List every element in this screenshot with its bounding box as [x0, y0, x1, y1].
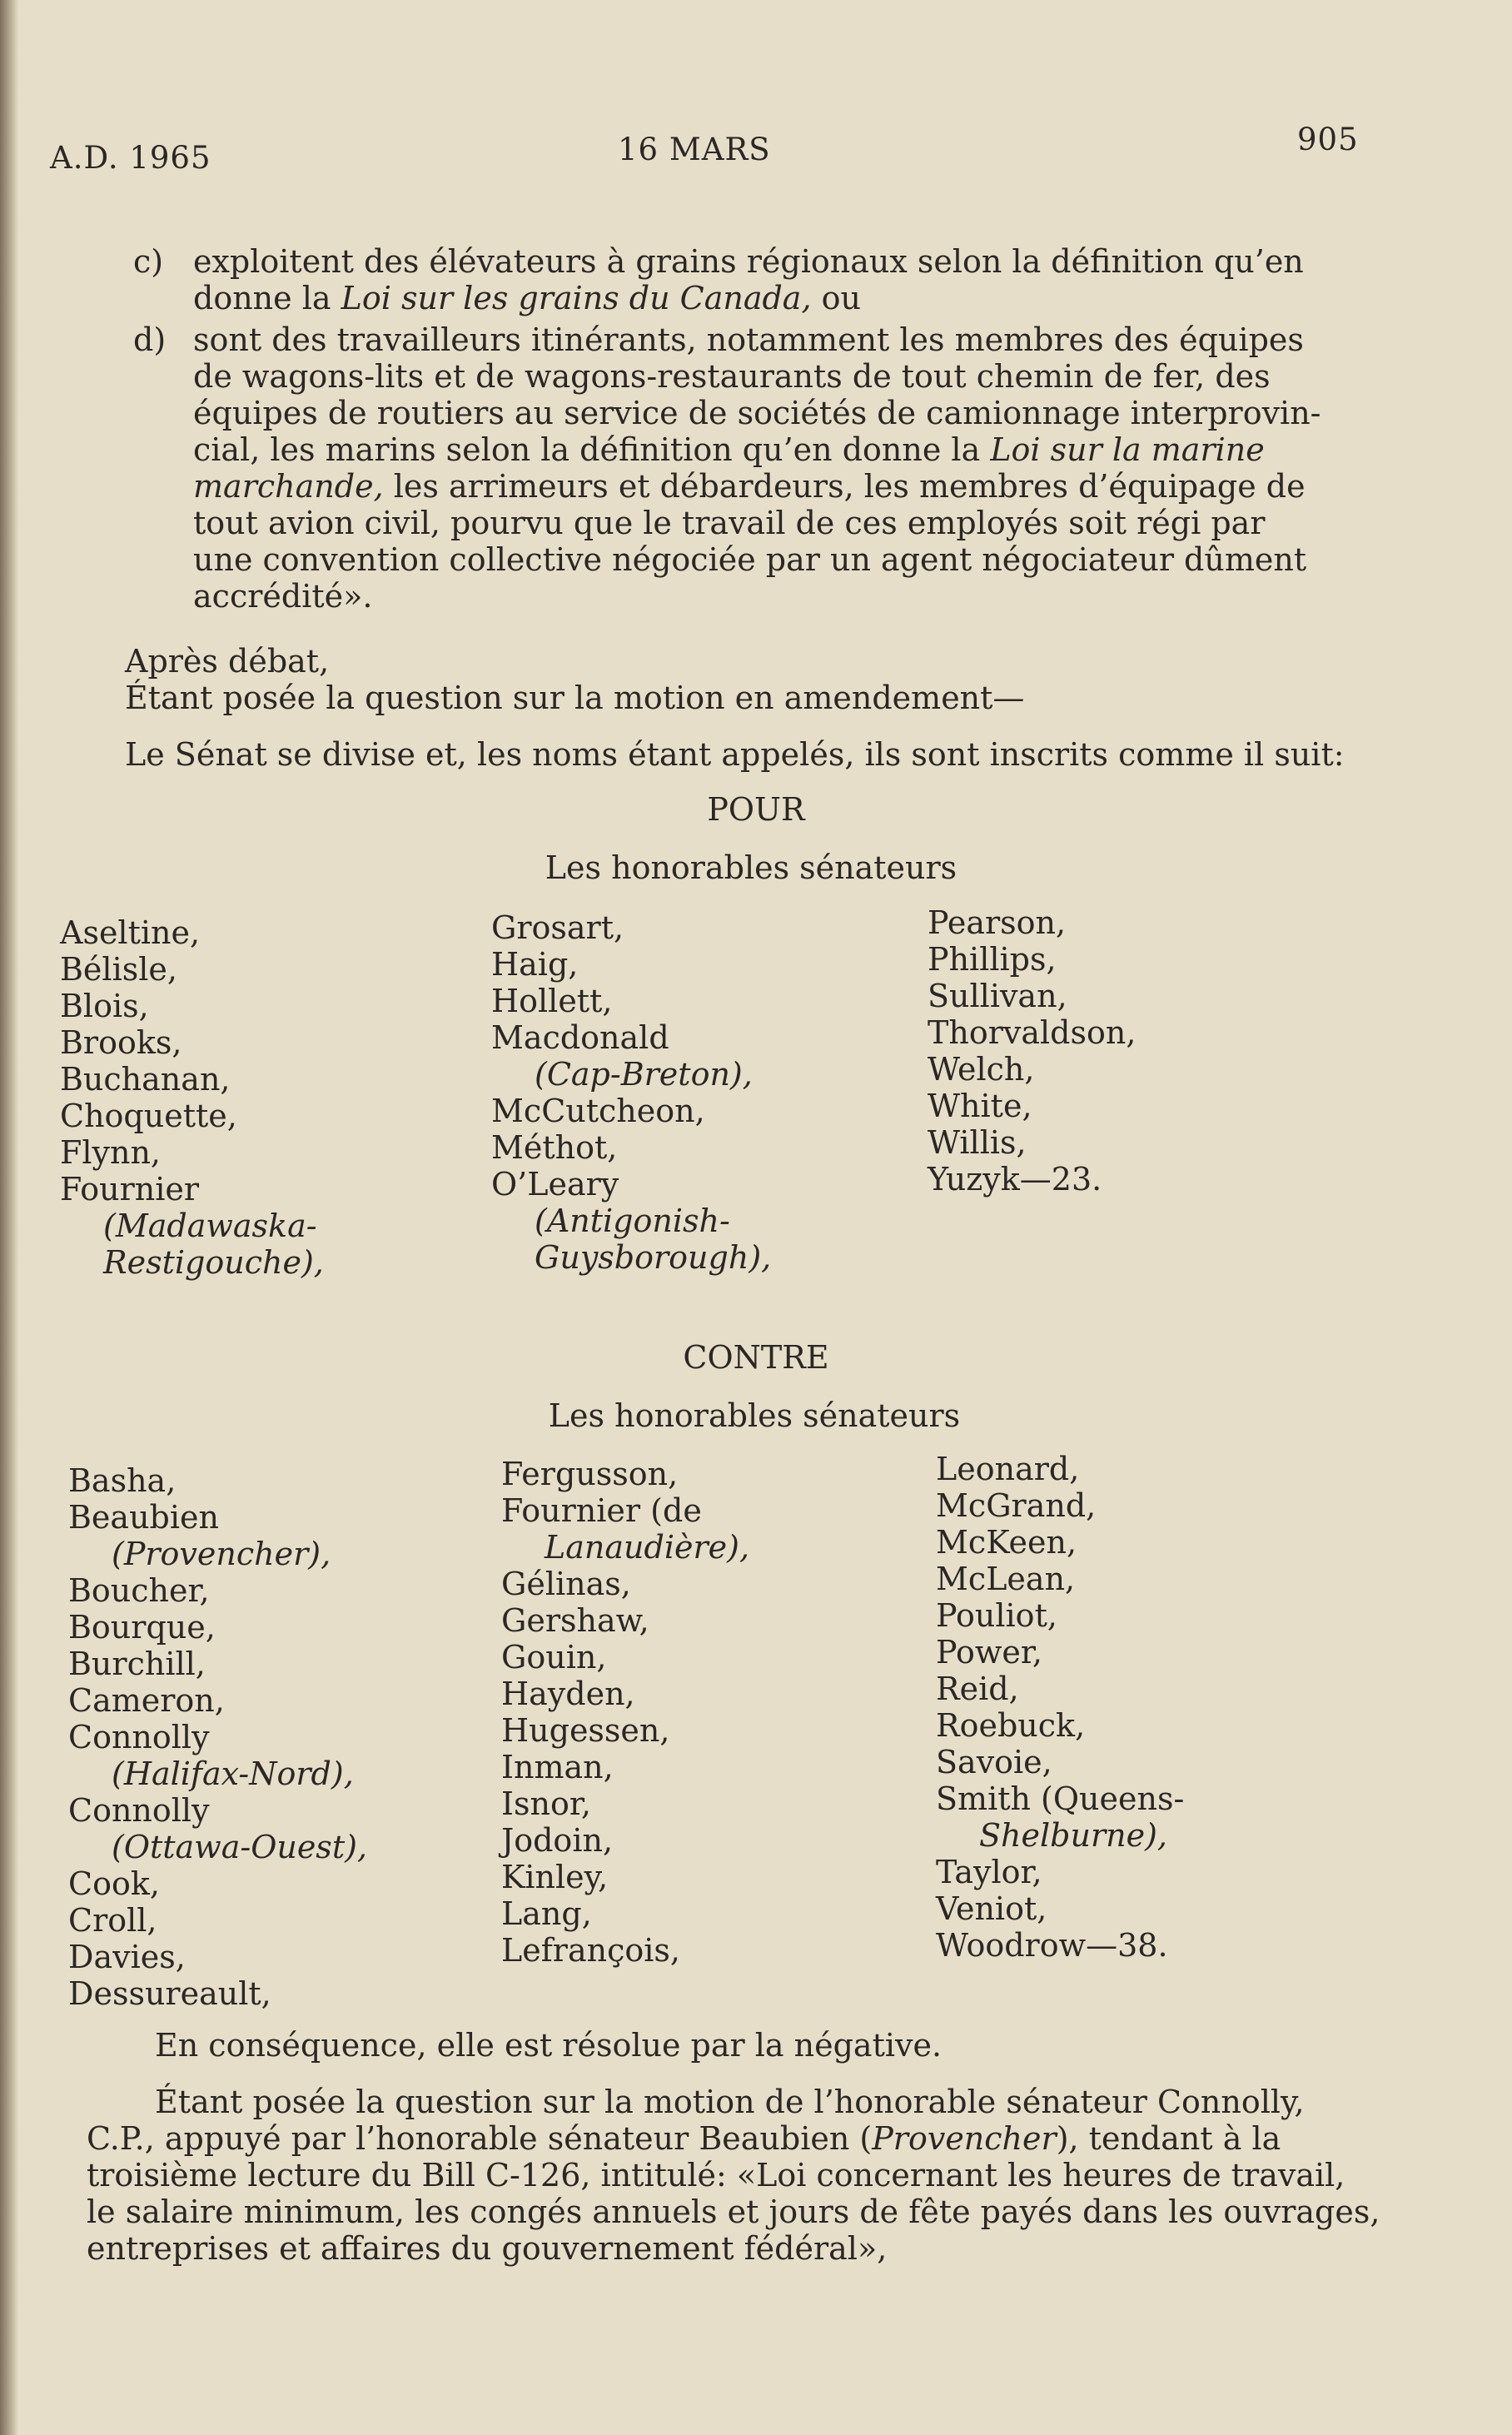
senator-name: Power,	[936, 1634, 1042, 1671]
senator-name: Sullivan,	[928, 978, 1067, 1014]
riding-name: (Antigonish-	[535, 1203, 730, 1239]
senator-name: O’Leary	[491, 1166, 619, 1203]
final-paragraph: Étant posée la question sur la motion de l’honorable sénateur Connolly, C.P., appuyé par l’honorable sénateur Beaubien (Provencher), tendant à la troisième lecture du Bill C-126, intitulé: «Loi concernant les heures de travail, le salaire minimum, les congés annuels et jours de fête payés dans les ouvrages, entreprises et affaires du gouvernement fédéral»,	[87, 2084, 1380, 2267]
senator-name: Thorvaldson,	[928, 1014, 1136, 1051]
senator-name: Davies,	[68, 1939, 186, 1975]
senator-name: Gélinas,	[501, 1566, 631, 1602]
riding-name: (Halifax-Nord),	[112, 1755, 354, 1792]
page-number: 905	[1297, 122, 1359, 157]
senator-name: Phillips,	[928, 941, 1057, 978]
list-item-d	[133, 321, 1357, 615]
senator-name: Fergusson,	[501, 1456, 679, 1492]
senator-name: Kinley,	[501, 1859, 609, 1895]
senator-name: White,	[928, 1088, 1032, 1124]
riding-name: Shelburne),	[979, 1817, 1167, 1854]
senator-name: McCutcheon,	[491, 1093, 705, 1129]
running-head-year: A.D. 1965	[50, 140, 211, 176]
senator-name: Veniot,	[936, 1890, 1047, 1927]
contre-subheading: Les honorables sénateurs	[548, 1397, 961, 1434]
senator-name: Cook,	[68, 1865, 160, 1902]
contre-column-3	[936, 1451, 1352, 1964]
senator-name: Reid,	[936, 1671, 1019, 1707]
senator-name: Jodoin,	[501, 1822, 614, 1859]
senator-name: Taylor,	[936, 1854, 1042, 1890]
debate-line: Après débat,	[125, 643, 330, 680]
senator-name: Hugessen,	[501, 1712, 670, 1749]
pour-column-1	[60, 914, 476, 1281]
senator-name: Choquette,	[60, 1098, 237, 1134]
senator-name: Burchill,	[68, 1646, 206, 1682]
senator-name: Leonard,	[936, 1451, 1080, 1487]
senator-name: Smith (Queens-	[936, 1780, 1185, 1817]
senator-name: Boucher,	[68, 1572, 210, 1609]
running-head-date: 16 MARS	[618, 132, 771, 167]
senator-name: Dessureault,	[68, 1975, 271, 2012]
riding-name: (Provencher),	[112, 1536, 331, 1572]
senator-name: Pearson,	[928, 904, 1067, 941]
senator-name: Blois,	[60, 988, 149, 1024]
senator-name: Hayden,	[501, 1676, 635, 1712]
senator-name: Fournier	[60, 1171, 200, 1208]
senator-name: Méthot,	[491, 1129, 618, 1166]
pour-subheading: Les honorables sénateurs	[545, 849, 957, 886]
pour-heading: POUR	[707, 791, 805, 828]
riding-name: Lanaudière),	[545, 1529, 750, 1566]
senator-name: Fournier (de	[501, 1492, 702, 1529]
pour-column-2	[491, 909, 908, 1276]
riding-name: (Cap-Breton),	[535, 1056, 753, 1093]
senator-name: Willis,	[928, 1124, 1027, 1161]
senator-name: Lang,	[501, 1895, 592, 1932]
question-line: Étant posée la question sur la motion en amendement—	[125, 680, 1025, 716]
contre-heading: CONTRE	[683, 1339, 829, 1376]
senator-name: Cameron,	[68, 1682, 225, 1719]
senator-name: Beaubien	[68, 1499, 219, 1536]
senator-name: Hollett,	[491, 983, 613, 1019]
senator-name: Croll,	[68, 1902, 157, 1939]
senator-name: McGrand,	[936, 1487, 1097, 1524]
senator-name: Yuzyk—23.	[928, 1161, 1102, 1198]
senator-name: Aseltine,	[60, 914, 201, 951]
item-label: c)	[133, 243, 164, 280]
senator-name: Connolly	[68, 1792, 210, 1829]
senator-name: Roebuck,	[936, 1707, 1086, 1744]
result-line: En conséquence, elle est résolue par la négative.	[155, 2027, 943, 2064]
senator-name: Isnor,	[501, 1785, 591, 1822]
pour-column-3	[928, 904, 1344, 1198]
senator-name: Bourque,	[68, 1609, 216, 1646]
senator-name: Woodrow—38.	[936, 1927, 1168, 1964]
riding-name: (Madawaska-	[103, 1208, 317, 1244]
list-item-c	[133, 243, 1357, 316]
riding-name: Guysborough),	[535, 1239, 772, 1276]
item-text: sont des travailleurs itinérants, notamment les membres des équipes de wagons-lits et de wagons-restaurants de tout chemin de fer, des équipes de routiers au service de sociétés de camionnage interprovin- cial, les marins selon la définition qu’en donne la Loi sur la marine marchande, les arrimeurs et débardeurs, les membres d’équipage de tout avion civil, pourvu que le travail de ces employés soit régi par une convention collective négociée par un agent négociateur dûment accrédité».	[193, 321, 1321, 615]
senator-name: Pouliot,	[936, 1597, 1057, 1634]
senator-name: McKeen,	[936, 1524, 1077, 1561]
senator-name: Buchanan,	[60, 1061, 231, 1098]
senator-name: Brooks,	[60, 1024, 182, 1061]
contre-column-2	[501, 1456, 918, 1969]
senator-name: Lefrançois,	[501, 1932, 680, 1969]
senator-name: Grosart,	[491, 909, 624, 946]
senator-name: Connolly	[68, 1719, 210, 1755]
senator-name: Gouin,	[501, 1639, 607, 1676]
senator-name: Macdonald	[491, 1019, 669, 1056]
senator-name: Basha,	[68, 1462, 177, 1499]
senator-name: Gershaw,	[501, 1602, 649, 1639]
senator-name: Haig,	[491, 946, 579, 983]
senator-name: Welch,	[928, 1051, 1035, 1088]
senator-name: Flynn,	[60, 1134, 162, 1171]
senator-name: Savoie,	[936, 1744, 1052, 1780]
division-line: Le Sénat se divise et, les noms étant appelés, ils sont inscrits comme il suit:	[125, 736, 1345, 773]
item-text: exploitent des élévateurs à grains régionaux selon la définition qu’en donne la Loi sur les grains du Canada, ou	[193, 243, 1304, 316]
senator-name: McLean,	[936, 1561, 1076, 1597]
senator-name: Inman,	[501, 1749, 614, 1785]
contre-column-1	[68, 1462, 485, 2012]
item-label: d)	[133, 321, 167, 358]
riding-name: Restigouche),	[103, 1244, 324, 1281]
riding-name: (Ottawa-Ouest),	[112, 1829, 367, 1865]
senator-name: Bélisle,	[60, 951, 177, 988]
